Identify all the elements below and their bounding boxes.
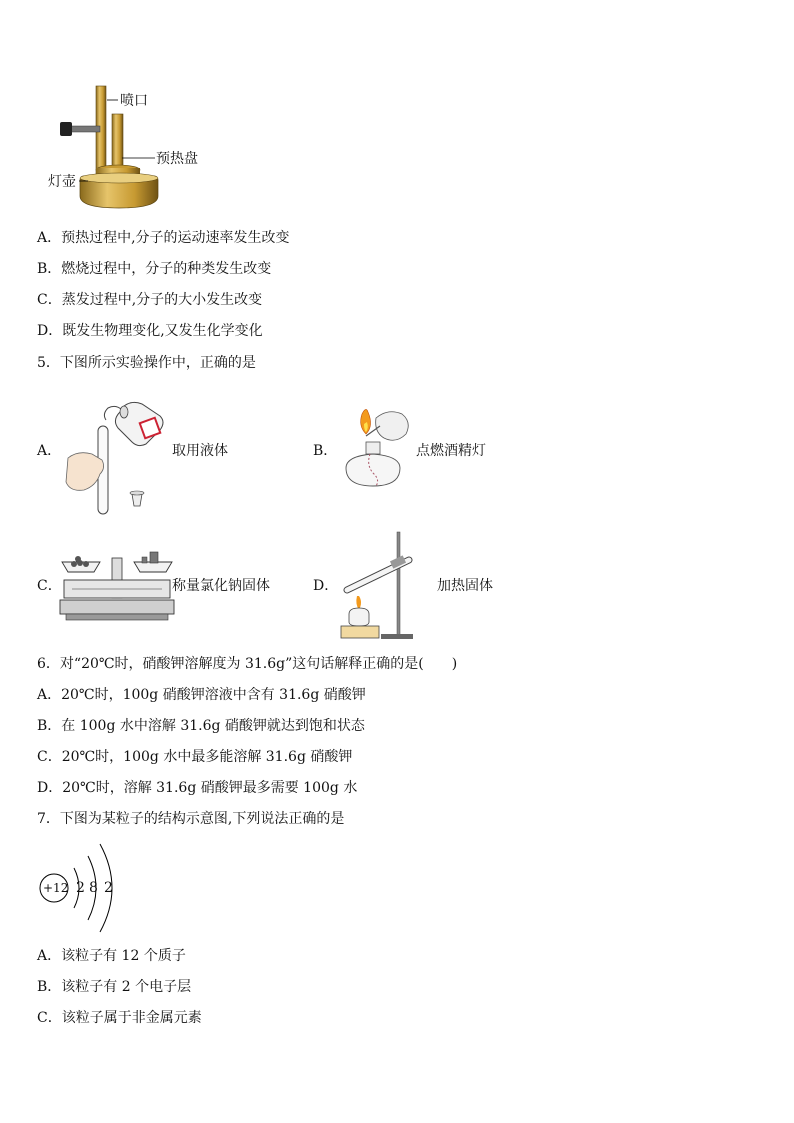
q5-stem: 5．下图所示实验操作中，正确的是 (37, 355, 256, 371)
q5-letter-a: A． (37, 443, 62, 459)
q5-letter-b: B． (313, 443, 338, 459)
q5-caption-b: 点燃酒精灯 (416, 443, 486, 459)
heating-solid-illustration (337, 530, 417, 642)
q4-option-a: A．预热过程中,分子的运动速率发生改变 (37, 230, 290, 246)
label-lamp-pot: 灯壶 (48, 174, 76, 190)
shell-3-electrons: 2 (104, 880, 113, 896)
q4-option-b: B．燃烧过程中，分子的种类发生改变 (37, 261, 272, 277)
q5-caption-c: 称量氯化钠固体 (172, 578, 270, 594)
q6-option-a: A．20℃时，100g 硝酸钾溶液中含有 31.6g 硝酸钾 (37, 687, 366, 703)
q5-caption-d: 加热固体 (437, 578, 493, 594)
nucleus-charge: +12 (43, 881, 69, 895)
label-preheat-plate: 预热盘 (156, 151, 198, 167)
q7-option-a: A．该粒子有 12 个质子 (37, 948, 186, 964)
q4-option-c: C．蒸发过程中,分子的大小发生改变 (37, 292, 263, 308)
q5-letter-d: D． (313, 578, 339, 594)
q7-option-b: B．该粒子有 2 个电子层 (37, 979, 192, 995)
pour-liquid-illustration (62, 398, 172, 518)
alcohol-burner-illustration (56, 84, 166, 224)
q4-option-d: D．既发生物理变化,又发生化学变化 (37, 323, 263, 339)
q6-option-c: C．20℃时，100g 水中最多能溶解 31.6g 硝酸钾 (37, 749, 353, 765)
balance-weighing-illustration (58, 544, 176, 626)
q6-stem: 6．对“20℃时，硝酸钾溶解度为 31.6g”这句话解释正确的是( ) (37, 656, 458, 672)
q7-option-c: C．该粒子属于非金属元素 (37, 1010, 202, 1026)
q6-option-d: D．20℃时，溶解 31.6g 硝酸钾最多需要 100g 水 (37, 780, 358, 796)
light-alcohol-lamp-illustration (336, 404, 416, 494)
q5-caption-a: 取用液体 (172, 443, 228, 459)
q6-option-b: B．在 100g 水中溶解 31.6g 硝酸钾就达到饱和状态 (37, 718, 365, 734)
q7-stem: 7．下图为某粒子的结构示意图,下列说法正确的是 (37, 811, 345, 827)
label-nozzle: 喷口 (120, 93, 148, 109)
shell-2-electrons: 8 (89, 880, 98, 896)
shell-1-electrons: 2 (76, 880, 85, 896)
q5-letter-c: C． (37, 578, 62, 594)
